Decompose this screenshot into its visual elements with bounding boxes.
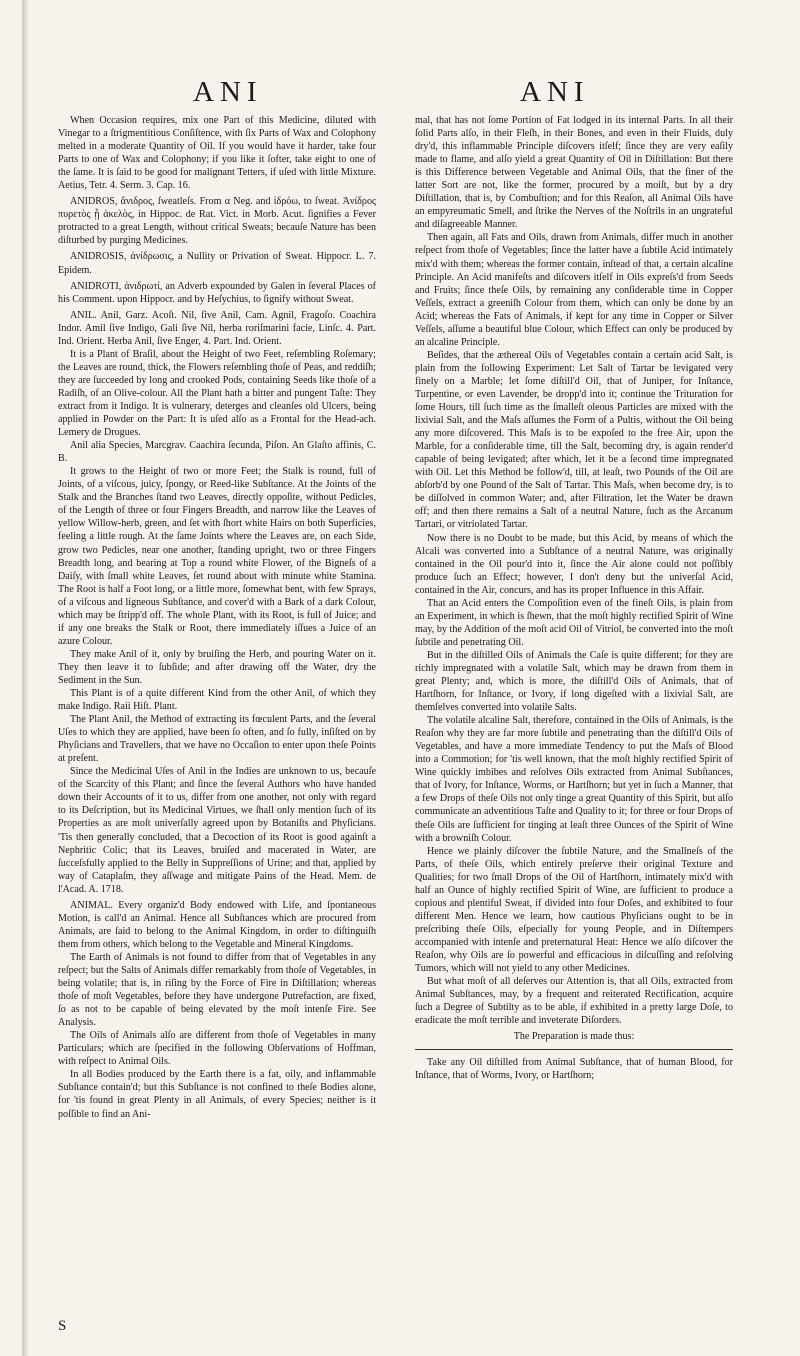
- entry-anidrosis: ANIDROSIS, ἀνίδρωσις, a Nullity or Privation of Sweat. Hippocr. L. 7. Epidem.: [58, 251, 376, 276]
- paragraph: But what moſt of all deſerves our Attention is, that all Oils, extracted from Animal Subſtances, may, by a frequent and reiterated Rectification, acquire ſuch a Degree of Subtilty as to be able, if exhibited in a pretty large Doſe, to eradicate the moſt terrible and inveterate Diſorders.: [415, 976, 733, 1027]
- left-column: [58, 114, 376, 1349]
- entry-anidroti: ANIDROTI, ἀνιδρωτί, an Adverb expounded by Galen in ſeveral Places of his Comment. upon Hippocr. and by Heſychius, to ſignify without Sweat.: [58, 280, 376, 305]
- entry-anidros: ANIDROS, ἄνιδρος, ſweatleſs. From α Neg. and ἱδρόω, to ſweat. Ἀνίδρος πυρετὸς ᾗ ἀκελὸς, in Hippoc. de Rat. Vict. in Morb. Acut. ſignifies a Fever protracted to a great Length, without critical Sweats; becauſe Nature has been diſturbed by purging Medicines.: [58, 196, 376, 247]
- rule-divider: [415, 1049, 733, 1050]
- paragraph: Hence we plainly diſcover the ſubtile Nature, and the Smallneſs of the Parts, of theſe Oils, which entirely preſerve their original Texture and Qualities; for two ſmall Drops of the Oil of Hartſhorn, intimately mix'd with half an Ounce of highly rectified Spirit of Wine, are ſufficient to produce a copious and plentiful Sweat, if divided into four Doſes, and exhibited to four different Men. Hence we learn, how cautious Phyſicians ought to be in preſcribing theſe Oils, eſpecially for young People, and in Diſtempers accompanied with intenſe and preternatural Heat: Hence we alſo diſcover the Reaſon, why Oils are ſo powerful and efficacious in diſcuſſing and reſolving Tumors, which will not yield to any other Medicines.: [415, 845, 733, 975]
- paragraph: When Occasion requires, mix one Part of this Medicine, diluted with Vinegar to a ſtrigmentitious Conſiſtence, with ſix Parts of Wax and Colophony melted in a moderate Quantity of Oil. If you would have it harder, take four Parts to one of Wax and Colophony; if you like it ſofter, take eight to one of the ſame. It is ſaid to be good for malignant Tetters, if uſed with little Mixture. Aetius, Tetr. 4. Serm. 3. Cap. 16.: [58, 115, 376, 192]
- paragraph: Now there is no Doubt to be made, but this Acid, by means of which the Alcali was converted into a Subſtance of a neutral Nature, was originally contained in the Oil pour'd into it, ſince the Air alone could not poſſibly produce ſuch an Effect; however, I don't deny but the univerſal Acid, contained in the Air, concurs, and has its proper Influence in this Affair.: [415, 532, 733, 596]
- paragraph: The Earth of Animals is not found to differ from that of Vegetables in any reſpect; but the Salts of Animals differ remarkably from thoſe of Vegetables, in being volatile; that is, in riſing by the Force of Fire in Diſtillation; whereas thoſe of moſt Vegetables, before they have undergone Putrefaction, are fixed, ſo as not to be capable of being elevated by the moſt intenſe Fire. See Analysis.: [58, 951, 376, 1029]
- right-column: [415, 114, 733, 1349]
- paragraph: The Oils of Animals alſo are different from thoſe of Vegetables in many Particulars; which are ſpecified in the following Obſervations of Hoffman, with reſpect to Animal Oils.: [58, 1030, 376, 1068]
- paragraph: Anil alia Species, Marcgrav. Caachira ſecunda, Piſon. An Glaſto affinis, C. B.: [58, 440, 376, 465]
- running-head-left: ANI: [193, 76, 263, 108]
- signature-mark: S: [58, 1318, 67, 1334]
- paragraph: They make Anil of it, only by bruiſing the Herb, and pouring Water on it. They then leave it to ſubſide; and after drawing off the Water, dry the Sediment in the Sun.: [58, 648, 376, 686]
- paragraph: Beſides, that the æthereal Oils of Vegetables contain a certain acid Salt, is plain from the following Experiment: Let Salt of Tartar be levigated very finely on a Marble; let ſome diſtill'd Oil, that of Juniper, for Inſtance, Turpentine, or even Lavender, be dropp'd into it; continue the Trituration for ſome Hours, till ſuch time as the ſmalleſt oleous Particles are mixed with the lixivial Salt, and the Maſs aſſumes the Form of a Pultis, without the Oil being any more diſcovered. This Maſs is to be expoſed to the free Air, upon the Marble, for a conſiderable time, till the Salt, becoming dry, is again render'd capable of being levigated; after which, let it be a ſecond time impregnated with Oil. Let this Method be follow'd, till, at leaſt, two Pounds of the Oil are abſorb'd by one Pound of the Salt of Tartar. This Maſs, when become dry, is to be diſſolved in common Water; and, after Filtration, let the Water be drawn off; and then there remains a Salt of a neutral Nature, ſuch as the Arcanum Tartari, or vitriolated Tartar.: [415, 349, 733, 531]
- entry-animal: ANIMAL. Every organiz'd Body endowed with Life, and ſpontaneous Motion, is call'd an Animal. Hence all Subſtances which are procured from Animals, are ſaid to belong to the Animal Kingdom, in order to diſtinguiſh them from others, which belong to the Vegetable and Mineral Kingdoms.: [58, 899, 376, 950]
- paragraph: But in the diſtilled Oils of Animals the Caſe is quite different; for they are richly impregnated with a volatile Salt, which may be drawn from them in great Plenty; and, which is more, the diſtill'd Oils of Animals, that of Hartſhorn, for Inſtance, or Ivory, if long digeſted with a lixivial Salt, are themſelves converted into volatile Salts.: [415, 649, 733, 714]
- gutter-edge: [22, 0, 28, 1356]
- running-head-right: ANI: [520, 76, 590, 108]
- paragraph: It is a Plant of Braſil, about the Height of two Feet, reſembling Roſemary; the Leaves are round, thick, the Flowers reſembling thoſe of Peas, and reddiſh; they are ſucceeded by long and crooked Pods, containing Seeds like thoſe of a Radiſh, of an Olive-colour. All the Plant hath a bitter and pungent Taſte: They extract from it Indigo. It is vulnerary, deterges and cleanſes old Ulcers, being applied in Powder on the Part: It is uſed alſo as a Frontal for the Head-ach. Lemery de Drogues.: [58, 348, 376, 439]
- recipe-paragraph: Take any Oil diſtilled from Animal Subſtance, that of human Blood, for Inſtance, that of Worms, Ivory, or Hartſhorn;: [415, 1057, 733, 1082]
- paragraph: mal, that has not ſome Portion of Fat lodged in its internal Parts. In all their ſolid Parts alſo, in their Fleſh, in their Bones, and even in their Fluids, duly dry'd, this inflammable Principle diſcovers itſelf; ſince they are very eaſily made to flame, and alſo yield a great Quantity of Oil in Diſtillation: But there is this Difference between Vegetable and Animal Oils, that the finer of the latter Sort are not, like the former, procured by a moiſt, but by a dry Diſtillation, that is, by Combuſtion; and for this Reaſon, all Animal Oils have an empyreumatic Smell, and ſtrike the Nerves of the Noſtrils in an ungrateful and diſagreeable Manner.: [415, 115, 733, 231]
- preparation-heading: The Preparation is made thus:: [513, 1031, 635, 1043]
- entry-anil: ANIL. Anil, Garz. Acoſt. Nil, ſive Anil, Cam. Agnil, Fragoſo. Coachira Indor. Amil ſive Indigo, Gali ſive Nil, herba roriſmarini facie, Linſc. 4. Part. Ind. Orient. Herba Anil, ſive Enger, 4. Part. Ind. Orient.: [58, 309, 376, 347]
- paragraph: It grows to the Height of two or more Feet; the Stalk is round, full of Joints, of a viſcous, juicy, ſpongy, or Reed-like Subſtance. At the Joints of the Stalk and the Branches ſtand two Leaves, directly oppoſite, without Pedicles, of the Length of three or four Fingers Breadth, and narrow like the Leaves of yellow Willow-herb, green, and ſet with ſhort white Hairs on both Superficies, feeling a little rough. At the ſame Joints where the Leaves are, on each Side, grow two Pedicles, near one another, ſtanding upright, two or three Fingers Breadth long, and bearing at Top a round white Flower, of the Bigneſs of a Daiſy, with ſmall white Leaves, ſet round about with minute white Stamina. The Root is half a Foot long, or a little more, ſomewhat bent, with few Sprays, of a viſcous and ligneous Subſtance, and cover'd with a Bark of a dark Colour, which may be ſtripp'd off. The whole Plant, with its Root, is full of Juice; and if any one breaks the Stalk or Root, there immediately iſſues a Juice of an azure Colour.: [58, 466, 376, 647]
- paragraph: In all Bodies produced by the Earth there is a fat, oily, and inflammable Subſtance contain'd; but this Subſtance is not confined to theſe Bodies alone, for 'tis found in great Plenty in all Animals, of every Species; neither is it poſſible to find an Ani-: [58, 1069, 376, 1120]
- paragraph: The Plant Anil, the Method of extracting its fœculent Parts, and the ſeveral Uſes to which they are applied, have been ſo often, and ſo fully, inſiſted on by Phyſicians and Travellers, that we have no Occaſion to enter upon theſe Points at preſent.: [58, 714, 376, 765]
- paragraph: The volatile alcaline Salt, therefore, contained in the Oils of Animals, is the Reaſon why they are far more ſubtile and penetrating than the diſtill'd Oils of Vegetables, and have a more immediate Tendency to put the Maſs of Blood into a Commotion; for 'tis well known, that the moſt highly rectified Spirit of Wine quickly imbibes and reſolves Oils extracted from Animal Subſtances, that of Ivory, for Inſtance, Worms, or Hartſhorn; but yet in ſuch a Manner, that a few Drops of theſe Oils not only tinge a great Quantity of this Spirit, but alſo communicate an adventitious Taſte and Quality to it; for three or four Drops of theſe Oils are ſufficient for tinging at leaſt three Ounces of the Spirit of Wine with a browniſh Colour.: [415, 715, 733, 844]
- paragraph: Since the Medicinal Uſes of Anil in the Indies are unknown to us, becauſe of the Scarcity of this Plant; and ſince the ſeveral Authors who have handed down their Accounts of it to us, differ from one another, not only with regard to its Deſcription, but its Medicinal Virtues, we ſhall only mention ſuch of its Properties as are moſt univerſally agreed upon by Botaniſts and Phyſicians. 'Tis then generally concluded, that a Decoction of its Root is good againſt a Nephritic Colic; that its Leaves, bruiſed and macerated in Water, are ſucceſsfully applied to the Belly in Suppreſſions of Urine; and that, applied by way of Cataplaſm, they aſſwage and mitigate Pains of the Head. Mem. de l'Acad. A. 1718.: [58, 766, 376, 895]
- paragraph: Then again, all Fats and Oils, drawn from Animals, differ much in another reſpect from thoſe of Vegetables; ſince the latter have a ſubtile Acid intimately mix'd with them; whereas the former contain, inſtead of that, a certain alcaline Principle. An Acid manifeſts and diſcovers itſelf in Oils expreſs'd from Seeds and Fruits; ſince theſe Oils, by remaining any conſiderable time in Copper Veſſels, extract a greeniſh Colour from them, which can only be done by an Acid; whereas the Fats of Animals, if kept for any time in Copper or Silver Veſſels, aſſume a beautiful blue Colour, which Effect can only be produced by an alcaline Principle.: [415, 232, 733, 348]
- paragraph: This Plant is of a quite different Kind from the other Anil, of which they make Indigo. Raii Hiſt. Plant.: [58, 688, 376, 713]
- paragraph: That an Acid enters the Compoſition even of the fineſt Oils, is plain from an Experiment, in which is ſhewn, that the moſt highly rectified Spirit of Wine may, by the Addition of the moſt acid Oil of Vitriol, be converted into the moſt ſubtile and penetrating Oil.: [415, 597, 733, 648]
